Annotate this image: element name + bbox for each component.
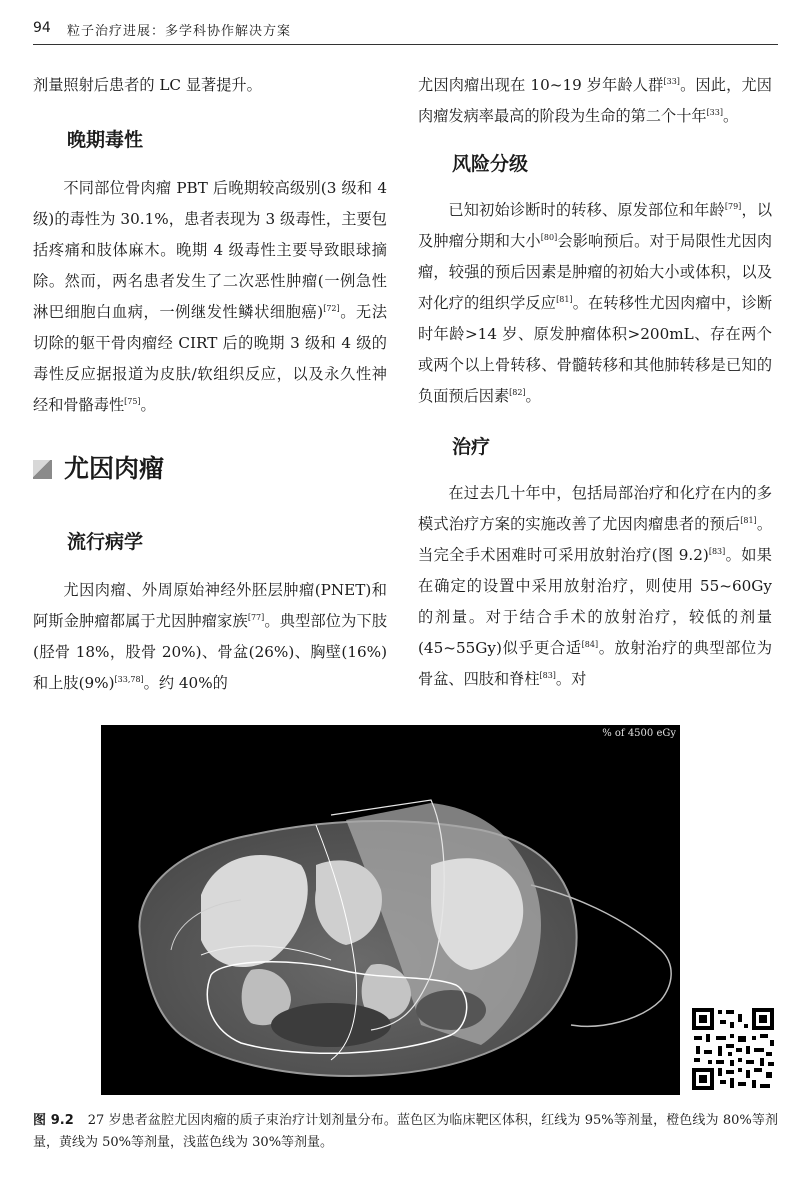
citation[interactable]: [33,78]	[114, 675, 144, 684]
running-title: 粒子治疗进展：多学科协作解决方案	[67, 24, 292, 39]
page-number: 94	[33, 20, 51, 36]
citation[interactable]: [83]	[539, 671, 556, 680]
paragraph-late-toxicity: 不同部位骨肉瘤 PBT 后晚期较高级别(3 级和 4 级)的毒性为 30.1%，患者表现为 3 级毒性，主要包括疼痛和肢体麻木。晚期 4 级毒性主要导致眼球摘除。然而，两名患者发生了二次恶性肿瘤(一例急性淋巴细胞白血病，一例继发性鳞状细胞癌)[72]。无法切除的躯干骨肉瘤经 CIRT 后的晚期 3 级和 4 级的毒性反应据报道为皮肤/软组织反应，以及永久性神经和骨骼毒性[75]。	[33, 179, 388, 414]
paragraph-continued-right: 尤因肉瘤出现在 10~19 岁年龄人群[33]。因此，尤因肉瘤发病率最高的阶段为生命的第二个十年[33]。	[418, 76, 772, 125]
citation[interactable]: [83]	[708, 547, 726, 556]
paragraph-continued: 剂量照射后患者的 LC 显著提升。	[33, 76, 262, 94]
paragraph-treatment: 在过去几十年中，包括局部治疗和化疗在内的多模式治疗方案的实施改善了尤因肉瘤患者的预后[81]。当完全手术困难时可采用放射治疗(图 9.2)[83]。如果在确定的设置中采用放射治疗，则使用 55~60Gy 的剂量。对于结合手术的放射治疗，较低的剂量(45~55Gy)似乎更合适[84]。放射治疗的典型部位为骨盆、四肢和脊柱[83]。对	[418, 484, 773, 688]
citation[interactable]: [79]	[724, 202, 742, 211]
citation[interactable]: [80]	[540, 233, 558, 242]
heading-treatment: 治疗	[452, 436, 491, 458]
dose-legend-label: % of 4500 eGy	[602, 728, 676, 739]
figure-caption	[33, 1110, 778, 1154]
heading-ewing-sarcoma: 尤因肉瘤	[33, 449, 387, 489]
page-header	[33, 18, 778, 45]
figure-label: 图 9.2	[33, 1113, 74, 1128]
section-square-icon	[33, 460, 52, 479]
paragraph-risk: 已知初始诊断时的转移、原发部位和年龄[79]，以及肿瘤分期和大小[80]会影响预后。对于局限性尤因肉瘤，较强的预后因素是肿瘤的初始大小或体积，以及对化疗的组织学反应[81]。在转移性尤因肉瘤中，诊断时年龄>14 岁、原发肿瘤体积>200mL、存在两个或两个以上骨转移、骨髓转移和其他肺转移是已知的负面预后因素[82]。	[418, 201, 773, 405]
ct-dose-distribution-figure	[101, 725, 680, 1095]
citation[interactable]: [33]	[663, 77, 680, 86]
citation[interactable]: [81]	[556, 295, 573, 304]
paragraph-epidemiology: 尤因肉瘤、外周原始神经外胚层肿瘤(PNET)和阿斯金肿瘤都属于尤因肿瘤家族[77]。典型部位为下肢 (胫骨 18%，股骨 20%)、骨盆(26%)、胸壁(16%)和上肢(9%)[33,78]。约 40%的	[33, 581, 388, 692]
ct-scan-image	[101, 725, 680, 1095]
heading-risk-stratification: 风险分级	[452, 153, 529, 175]
caption-text: 27 岁患者盆腔尤因肉瘤的质子束治疗计划剂量分布。蓝色区为临床靶区体积，红线为 95%等剂量，橙色线为 80%等剂量，黄线为 50%等剂量，浅蓝色线为 30%等剂量。	[33, 1113, 778, 1150]
citation[interactable]: [33]	[706, 108, 723, 117]
left-column	[33, 70, 387, 699]
citation[interactable]: [75]	[124, 397, 141, 406]
qr-code-icon[interactable]	[690, 1006, 776, 1092]
citation[interactable]: [81]	[740, 516, 757, 525]
heading-epidemiology: 流行病学	[67, 531, 144, 553]
heading-late-toxicity: 晚期毒性	[67, 129, 144, 151]
citation[interactable]: [77]	[247, 613, 265, 622]
citation[interactable]: [72]	[323, 304, 340, 313]
citation[interactable]: [84]	[581, 640, 599, 649]
citation[interactable]: [82]	[509, 388, 526, 397]
right-column	[418, 70, 772, 695]
